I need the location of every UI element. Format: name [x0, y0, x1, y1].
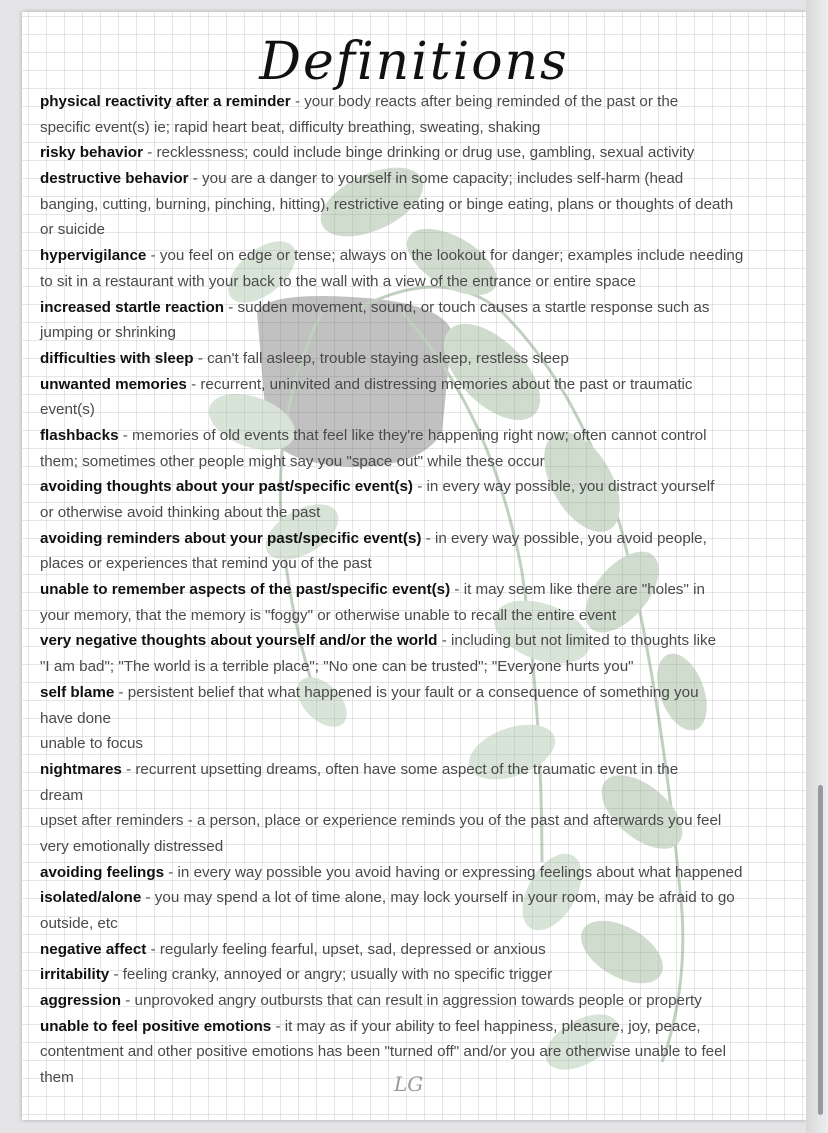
definition-line	[40, 320, 790, 346]
definition-line	[40, 911, 790, 937]
definition-text: "I am bad"; "The world is a terrible place"; "No one can be trusted"; "Everyone hurts you"	[40, 658, 634, 676]
definition-line	[40, 808, 790, 834]
definition-text: - in every way possible you avoid having or expressing feelings about what happened	[164, 863, 743, 881]
definition-text: - memories of old events that feel like they're happening right now; often cannot control	[118, 426, 707, 444]
definition-line	[40, 937, 790, 963]
definition-text: - sudden movement, sound, or touch causes a startle response such as	[224, 298, 710, 316]
definition-text: - you feel on edge or tense; always on the lookout for danger; examples include needing	[146, 247, 744, 265]
definition-text: contentment and other positive emotions has been "turned off" and/or you are otherwise unable to feel	[40, 1043, 726, 1061]
definition-term: destructive behavior	[40, 170, 189, 188]
definition-line	[40, 423, 790, 449]
definition-line	[40, 860, 790, 886]
definition-line	[40, 551, 790, 577]
definition-text: places or experiences that remind you of the past	[40, 555, 372, 573]
definition-line	[40, 474, 790, 500]
definition-text: - regularly feeling fearful, upset, sad, depressed or anxious	[146, 940, 546, 958]
definition-line	[40, 1039, 790, 1065]
definition-text: or otherwise avoid thinking about the past	[40, 504, 321, 521]
signature: LG	[394, 1072, 424, 1096]
definition-line	[40, 115, 790, 141]
definition-text: - it may seem like there are "holes" in	[450, 581, 705, 599]
definition-line	[40, 962, 790, 988]
definition-text: - recurrent, uninvited and distressing memories about the past or traumatic	[186, 375, 693, 393]
definition-term: avoiding reminders about your past/specific event(s)	[40, 529, 422, 547]
definition-text: - including but not limited to thoughts like	[437, 632, 717, 650]
viewer-edge	[806, 0, 828, 1133]
definition-line	[40, 885, 790, 911]
definition-term: unable to feel positive emotions	[40, 1017, 272, 1035]
definition-text: - you may spend a lot of time alone, may lock yourself in your room, may be afraid to go	[141, 889, 735, 907]
definition-text: - unprovoked angry outbursts that can result in aggression towards people or property	[121, 992, 702, 1010]
definition-line	[40, 166, 790, 192]
definition-line	[40, 192, 790, 218]
definition-term: physical reactivity after a reminder	[40, 93, 291, 110]
definition-line	[40, 269, 790, 295]
definition-text: or suicide	[40, 221, 105, 239]
definition-term: negative affect	[40, 940, 147, 958]
definitions-list	[40, 89, 790, 1091]
definition-text: - your body reacts after being reminded of the past or the	[290, 93, 679, 110]
definition-line	[40, 89, 790, 115]
definition-term: avoiding feelings	[40, 863, 165, 881]
definition-term: difficulties with sleep	[40, 349, 194, 367]
definition-line	[40, 1014, 790, 1040]
definition-text: have done	[40, 709, 111, 727]
definition-line	[40, 295, 790, 321]
definition-text: - feeling cranky, annoyed or angry; usually with no specific trigger	[109, 966, 553, 984]
definition-text: - in every way possible, you distract yourself	[412, 478, 715, 496]
definition-line	[40, 603, 790, 629]
definition-term: isolated/alone	[40, 889, 142, 907]
definition-term: irritability	[40, 966, 110, 984]
definition-line	[40, 526, 790, 552]
definition-line	[40, 706, 790, 732]
definition-text: - in every way possible, you avoid people,	[421, 529, 707, 547]
definition-term: aggression	[40, 992, 122, 1010]
definition-text: - recurrent upsetting dreams, often have some aspect of the traumatic event in the	[121, 760, 679, 778]
definition-line	[40, 372, 790, 398]
definition-text: - it may as if your ability to feel happiness, pleasure, joy, peace,	[271, 1017, 701, 1035]
definition-text: specific event(s) ie; rapid heart beat, difficulty breathing, sweating, shaking	[40, 118, 541, 136]
definition-line	[40, 243, 790, 269]
definition-text: your memory, that the memory is "foggy" or otherwise unable to recall the entire event	[40, 606, 617, 624]
page-title: Definitions	[259, 32, 569, 92]
definition-text: very emotionally distressed	[40, 837, 224, 855]
definition-term: very negative thoughts about yourself and/or the world	[40, 632, 438, 650]
definition-line	[40, 988, 790, 1014]
definition-term: unwanted memories	[40, 375, 187, 393]
definition-term: hypervigilance	[40, 247, 147, 265]
definition-text: them	[40, 1069, 74, 1087]
definition-line	[40, 654, 790, 680]
definition-text: to sit in a restaurant with your back to the wall with a view of the entrance or entire space	[40, 272, 636, 290]
definition-text: unable to focus	[40, 735, 144, 753]
definition-line	[40, 783, 790, 809]
definition-text: jumping or shrinking	[40, 324, 176, 342]
definition-text: upset after reminders - a person, place or experience reminds you of the past and afterwards you feel	[40, 812, 722, 830]
definition-text: banging, cutting, burning, pinching, hitting), restrictive eating or binge eating, plans or thoughts of death	[40, 195, 734, 213]
definition-line	[40, 140, 790, 166]
document-page	[22, 12, 806, 1120]
definition-text: - can't fall asleep, trouble staying asleep, restless sleep	[193, 349, 569, 367]
definition-line	[40, 628, 790, 654]
definition-line	[40, 757, 790, 783]
definition-term: avoiding thoughts about your past/specific event(s)	[40, 478, 413, 496]
definition-term: flashbacks	[40, 426, 119, 444]
definition-line	[40, 500, 790, 526]
definition-term: unable to remember aspects of the past/specific event(s)	[40, 581, 451, 599]
scrollbar-thumb[interactable]	[818, 785, 823, 1115]
definition-text: dream	[40, 786, 84, 804]
definition-term: self blame	[40, 683, 115, 701]
definition-text: outside, etc	[40, 915, 118, 932]
definition-text: - you are a danger to yourself in some capacity; includes self-harm (head	[188, 170, 684, 188]
definition-text: event(s)	[40, 401, 95, 419]
definition-line	[40, 731, 790, 757]
definition-text: them; sometimes other people might say you "space out" while these occur	[40, 452, 545, 470]
definition-line	[40, 397, 790, 423]
definition-line	[40, 217, 790, 243]
definition-line	[40, 680, 790, 706]
definition-text: - recklessness; could include binge drinking or drug use, gambling, sexual activity	[143, 144, 695, 162]
definition-line	[40, 346, 790, 372]
definition-term: risky behavior	[40, 144, 143, 162]
definition-term: nightmares	[40, 760, 122, 778]
definition-line	[40, 834, 790, 860]
definition-text: - persistent belief that what happened is your fault or a consequence of something you	[114, 683, 699, 701]
definition-line	[40, 577, 790, 603]
definition-line	[40, 449, 790, 475]
definition-term: increased startle reaction	[40, 298, 225, 316]
